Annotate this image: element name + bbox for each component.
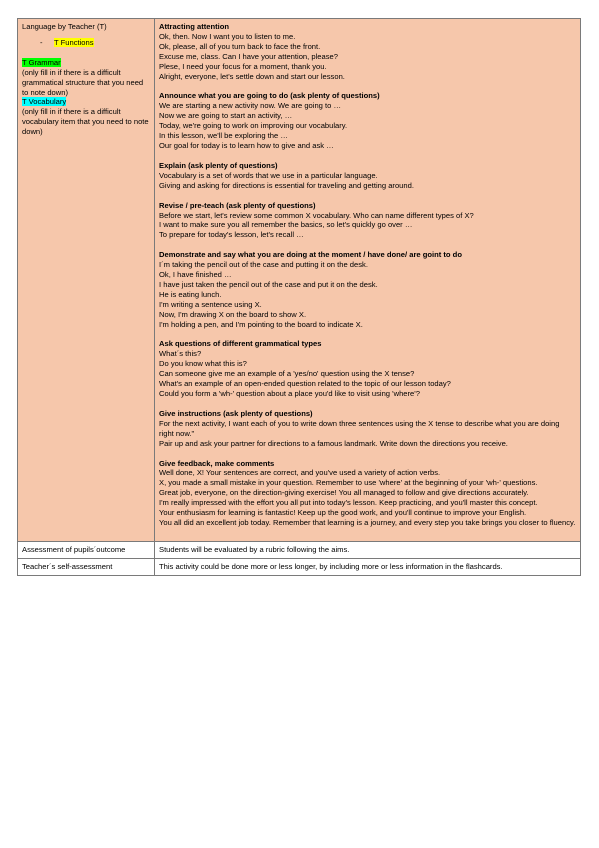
section-title: Revise / pre-teach (ask plenty of questions): [159, 200, 316, 210]
phrase-line: For the next activity, I want each of you to write down three sentences using the X tense to describe what you are doing right now.": [159, 418, 560, 438]
teacher-language-cell: [155, 19, 581, 542]
phrase-section: [159, 22, 576, 81]
assessment-value: Students will be evaluated by a rubric following the aims.: [155, 541, 581, 558]
phrase-line: Do you know what this is?: [159, 359, 247, 369]
phrase-section: [159, 409, 576, 449]
phrase-line: What´s this?: [159, 349, 202, 359]
phrase-section: [159, 339, 576, 398]
phrase-line: Can someone give me an example of a 'yes/no' question using the X tense?: [159, 369, 415, 379]
phrase-line: I have just taken the pencil out of the case and put it on the desk.: [159, 279, 378, 289]
phrase-line: Alright, everyone, let's settle down and start our lesson.: [159, 71, 345, 81]
phrase-line: Could you form a 'wh-' question about a place you'd like to visit using 'where'?: [159, 389, 420, 398]
vocabulary-label: T Vocabulary: [22, 97, 67, 107]
grammar-note: (only fill in if there is a difficult grammatical structure that you need to note down): [22, 67, 144, 97]
phrase-line: Plese, I need your focus for a moment, thank you.: [159, 61, 327, 71]
phrase-line: Today, we're going to work on improving our vocabulary.: [159, 121, 348, 131]
phrase-line: He is eating lunch.: [159, 289, 222, 299]
phrase-line: Pair up and ask your partner for directions to a famous landmark. Write down the directions you receive.: [159, 438, 508, 448]
grammar-block: [22, 58, 150, 98]
phrase-section: [159, 201, 576, 241]
phrase-line: Great job, everyone, on the direction-giving exercise! You all managed to follow and give directions accurately.: [159, 488, 529, 498]
phrase-line: Vocabulary is a set of words that we use in a particular language.: [159, 170, 378, 180]
phrase-line: I'm holding a pen, and I'm pointing to the board to indicate X.: [159, 319, 363, 329]
section-title: Give feedback, make comments: [159, 458, 275, 468]
section-title: Ask questions of different grammatical types: [159, 339, 322, 349]
phrase-line: Now, I'm drawing X on the board to show X.: [159, 309, 307, 319]
section-title: Give instructions (ask plenty of questions): [159, 408, 313, 418]
section-title: Demonstrate and say what you are doing at the moment / have done/ are goint to do: [159, 250, 462, 260]
phrase-line: I´m taking the pencil out of the case and putting it on the desk.: [159, 260, 368, 270]
phrase-section: [159, 459, 576, 528]
phrase-line: Now we are going to start an activity, …: [159, 111, 293, 121]
self-assessment-label: Teacher´s self-assessment: [18, 558, 155, 575]
language-row: [18, 19, 581, 542]
functions-label: T Functions: [54, 37, 94, 47]
phrase-section: [159, 91, 576, 150]
phrase-line: To prepare for today's lesson, let's recall …: [159, 230, 304, 240]
vocabulary-note: (only fill in if there is a difficult vocabulary item that you need to note down): [22, 107, 149, 137]
phrase-line: Well done, X! Your sentences are correct, and you've used a variety of action verbs.: [159, 468, 441, 478]
phrase-line: Excuse me, class. Can I have your attention, please?: [159, 51, 338, 61]
self-assessment-row: [18, 558, 581, 575]
phrase-line: Your enthusiasm for learning is fantastic! Keep up the good work, and you'll continue to improve your English.: [159, 508, 527, 518]
lesson-plan-table: [17, 18, 581, 576]
grammar-label: T Grammar: [22, 57, 61, 67]
language-label-cell: [18, 19, 155, 542]
phrase-line: Giving and asking for directions is essential for traveling and getting around.: [159, 180, 414, 190]
phrase-line: Our goal for today is to learn how to give and ask …: [159, 140, 334, 150]
vocabulary-block: [22, 97, 150, 137]
phrase-line: What's an example of an open-ended question related to the topic of our lesson today?: [159, 379, 451, 389]
phrase-line: I'm writing a sentence using X.: [159, 299, 262, 309]
phrase-line: X, you made a small mistake in your question. Remember to use 'where' at the beginning of your 'wh-' questions.: [159, 478, 538, 488]
language-heading: Language by Teacher (T): [22, 22, 107, 31]
phrase-line: Ok, I have finished …: [159, 270, 232, 280]
assessment-label: Assessment of pupils´outcome: [18, 541, 155, 558]
self-assessment-value: This activity could be done more or less longer, by including more or less information in the flashcards.: [155, 558, 581, 575]
functions-dash: -: [40, 37, 43, 47]
assessment-row: [18, 541, 581, 558]
phrase-line: In this lesson, we'll be exploring the …: [159, 131, 288, 141]
phrase-line: I'm really impressed with the effort you all put into today's lesson. Keep practicing, and you'll master this concept.: [159, 498, 538, 508]
phrase-section: [159, 250, 576, 329]
section-title: Announce what you are going to do (ask plenty of questions): [159, 91, 380, 101]
phrase-line: I want to make sure you all remember the basics, so let's quickly go over …: [159, 220, 413, 230]
phrase-line: You all did an excellent job today. Remember that learning is a journey, and every step you take brings you closer to fluency.: [159, 517, 576, 527]
phrase-line: Ok, then. Now I want you to listen to me.: [159, 31, 296, 41]
phrase-section: [159, 161, 576, 191]
section-title: Attracting attention: [159, 22, 230, 31]
phrase-line: Before we start, let's review some common X vocabulary. Who can name different types of X?: [159, 210, 474, 220]
functions-line: [22, 38, 150, 48]
phrase-line: Ok, please, all of you turn back to face the front.: [159, 41, 321, 51]
phrase-line: We are starting a new activity now. We are going to …: [159, 101, 342, 111]
section-title: Explain (ask plenty of questions): [159, 160, 278, 170]
